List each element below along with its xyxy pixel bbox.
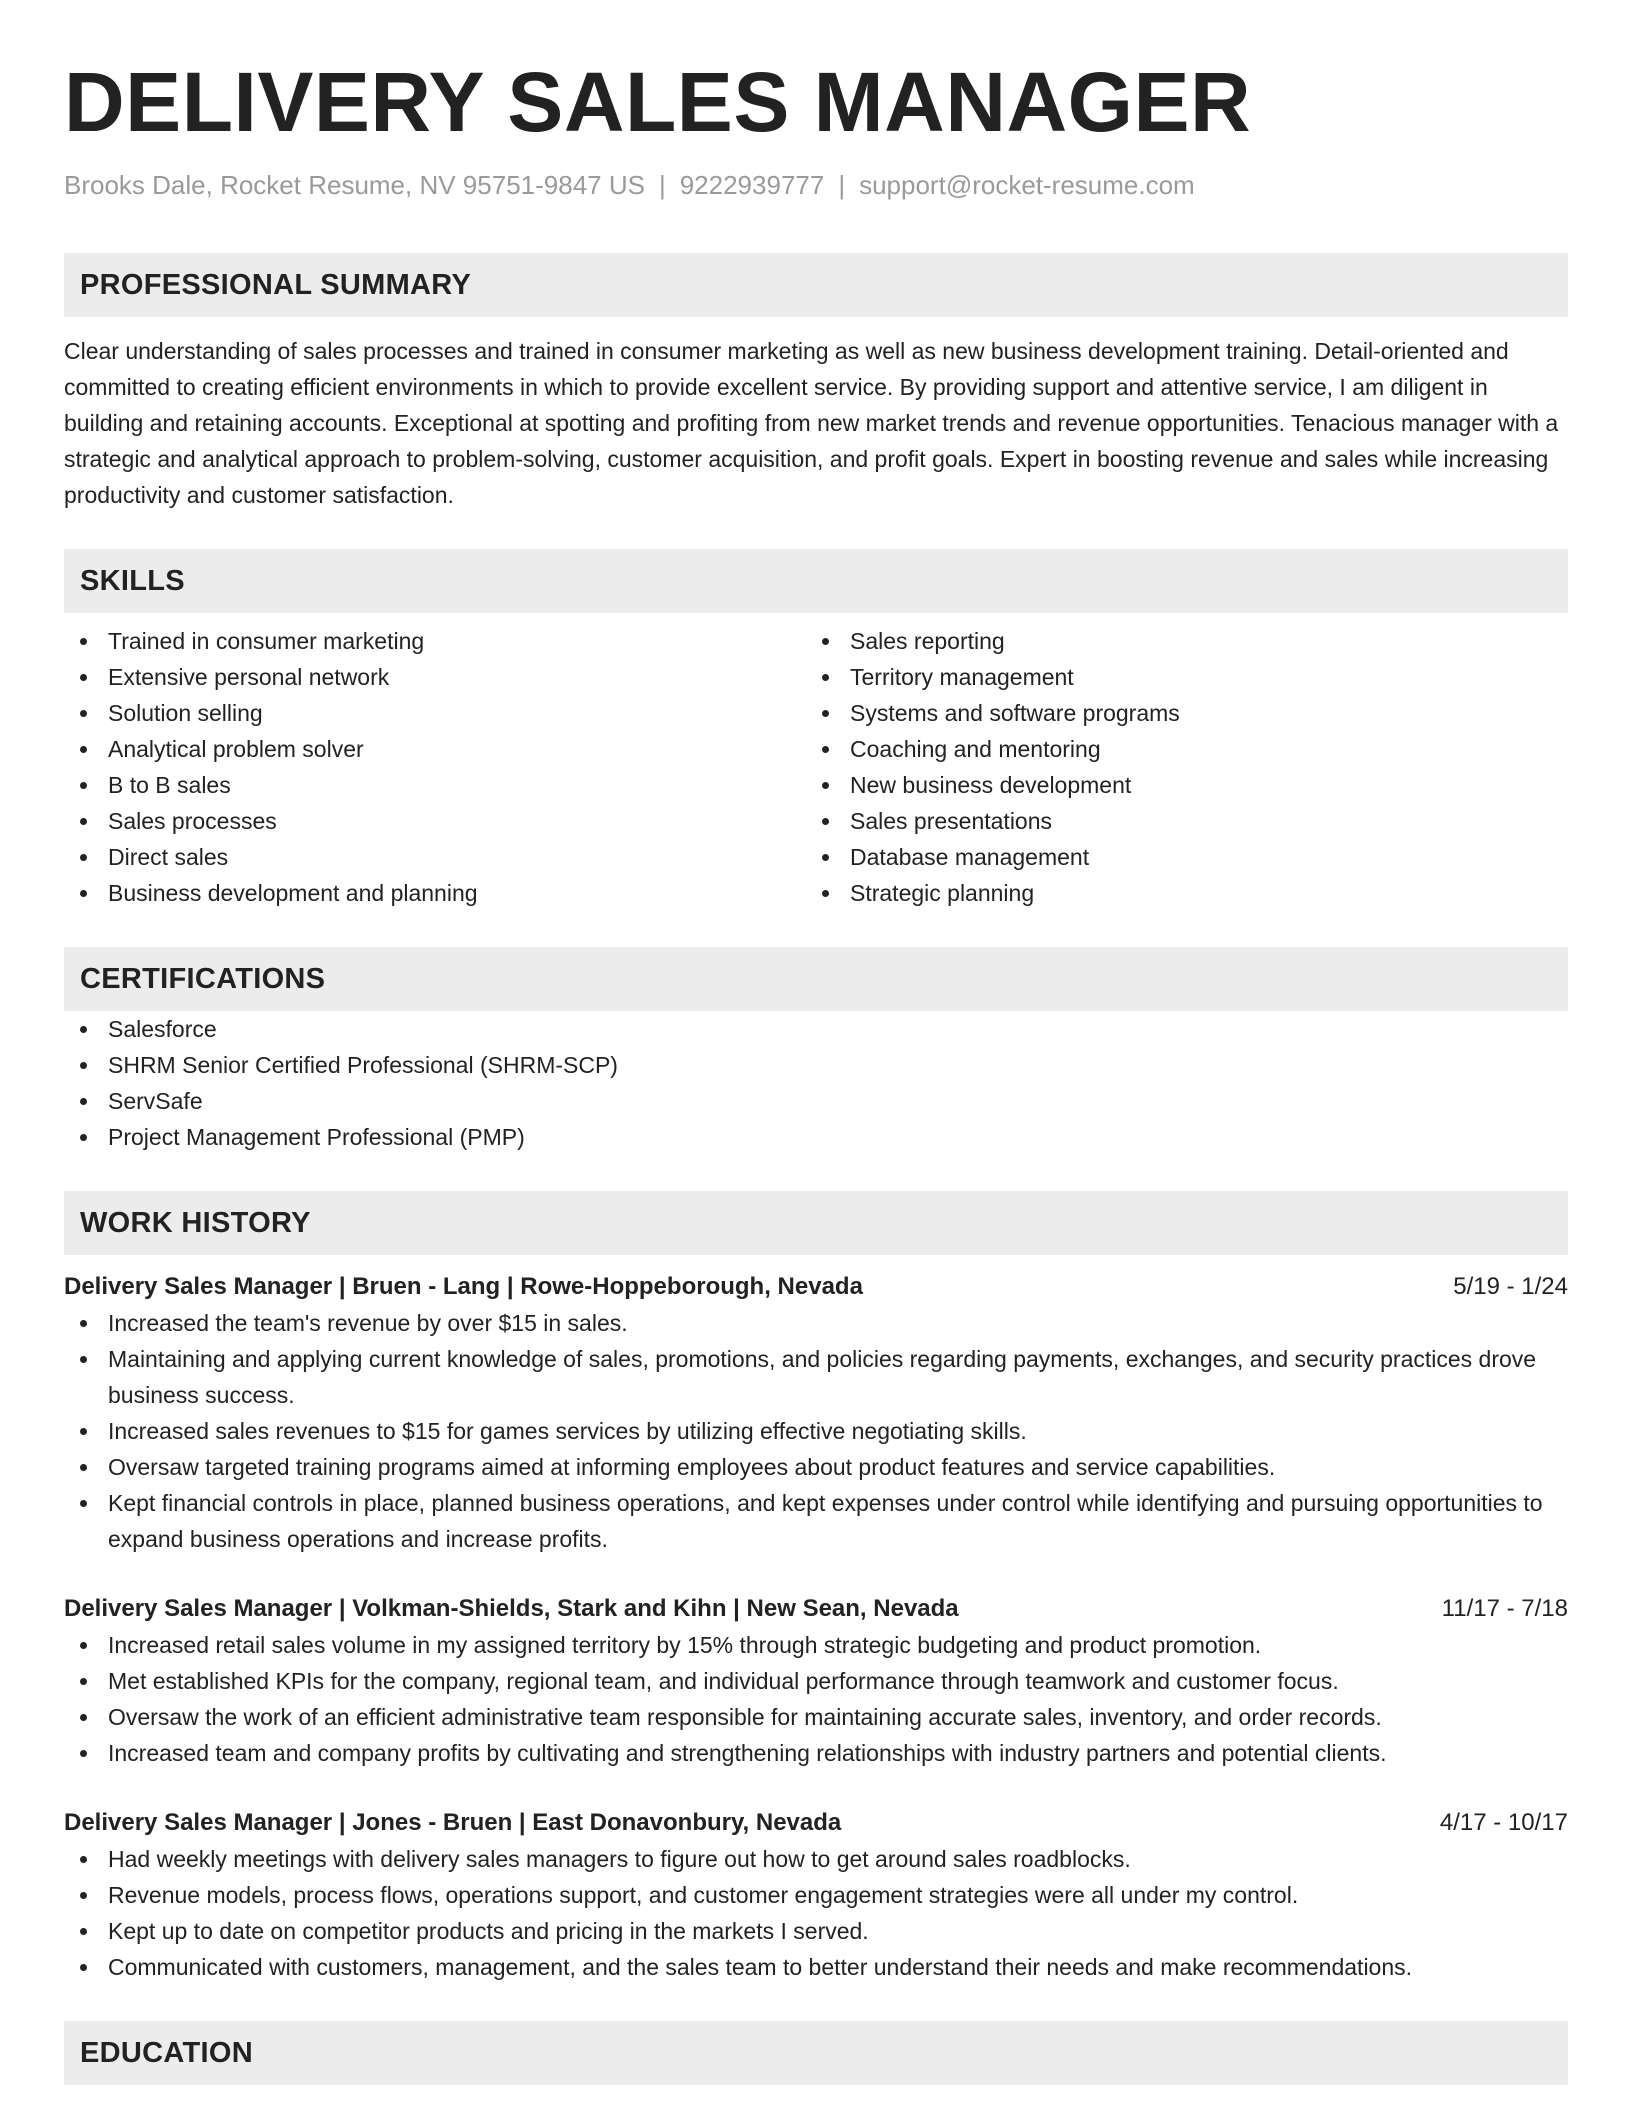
job-bullets (64, 1627, 1568, 1771)
contact-line (64, 168, 1568, 202)
job-bullet: Oversaw the work of an efficient administrative team responsible for maintaining accurate sales, inventory, and order records. (64, 1699, 1568, 1735)
section-header-skills: SKILLS (64, 549, 1568, 613)
contact-email: support@rocket-resume.com (859, 170, 1195, 200)
skill-item: Sales reporting (806, 623, 1548, 659)
job-header (64, 1269, 1568, 1305)
certification-item: Project Management Professional (PMP) (64, 1119, 1568, 1155)
job-bullet: Oversaw targeted training programs aimed at informing employees about product features and service capabilities. (64, 1449, 1568, 1485)
certification-item: Salesforce (64, 1011, 1568, 1047)
resume-page (64, 0, 1568, 2085)
certifications-list (64, 1011, 1568, 1155)
job-bullets (64, 1305, 1568, 1557)
skill-item: Trained in consumer marketing (64, 623, 806, 659)
skill-item: Sales presentations (806, 803, 1548, 839)
job-bullets (64, 1841, 1568, 1985)
certification-item: SHRM Senior Certified Professional (SHRM-SCP) (64, 1047, 1568, 1083)
job-bullet: Had weekly meetings with delivery sales managers to figure out how to get around sales roadblocks. (64, 1841, 1568, 1877)
job-bullet: Kept financial controls in place, planned business operations, and kept expenses under control while identifying and pursuing opportunities to expand business operations and increase profits. (64, 1485, 1568, 1557)
job-header (64, 1591, 1568, 1627)
skills-column-right (806, 623, 1548, 911)
skills-column-left (64, 623, 806, 911)
job-bullet: Increased retail sales volume in my assigned territory by 15% through strategic budgeting and product promotion. (64, 1627, 1568, 1663)
skill-item: Database management (806, 839, 1548, 875)
section-header-education: EDUCATION (64, 2021, 1568, 2085)
job-dates: 4/17 - 10/17 (1439, 1809, 1568, 1836)
job-title: Delivery Sales Manager | Volkman-Shields, Stark and Kihn | New Sean, Nevada (64, 1595, 959, 1622)
job-entry (64, 1269, 1568, 1557)
skill-item: Sales processes (64, 803, 806, 839)
skill-item: B to B sales (64, 767, 806, 803)
job-bullet: Communicated with customers, management, and the sales team to better understand their needs and make recommendations. (64, 1949, 1568, 1985)
job-title: Delivery Sales Manager | Bruen - Lang | Rowe-Hoppeborough, Nevada (64, 1273, 863, 1300)
job-bullet: Met established KPIs for the company, regional team, and individual performance through teamwork and customer focus. (64, 1663, 1568, 1699)
job-bullet: Maintaining and applying current knowledge of sales, promotions, and policies regarding payments, exchanges, and security practices drove business success. (64, 1341, 1568, 1413)
job-title: Delivery Sales Manager | Jones - Bruen | East Donavonbury, Nevada (64, 1809, 842, 1836)
job-dates: 11/17 - 7/18 (1441, 1595, 1568, 1622)
job-bullet: Increased the team's revenue by over $15 in sales. (64, 1305, 1568, 1341)
skills-list (64, 623, 1568, 911)
skill-item: Solution selling (64, 695, 806, 731)
skill-item: New business development (806, 767, 1548, 803)
summary-text: Clear understanding of sales processes and trained in consumer marketing as well as new business development training. Detail-oriented and committed to creating efficient environments in which to provide excellent service. By providing support and attentive service, I am diligent in building and retaining accounts. Exceptional at spotting and profiting from new market trends and revenue opportunities. Tenacious manager with a strategic and analytical approach to problem-solving, customer acquisition, and profit goals. Expert in boosting revenue and sales while increasing productivity and customer satisfaction. (64, 338, 1559, 508)
job-dates: 5/19 - 1/24 (1453, 1273, 1568, 1300)
skill-item: Coaching and mentoring (806, 731, 1548, 767)
contact-address: Brooks Dale, Rocket Resume, NV 95751-9847 US (64, 170, 645, 200)
skill-item: Strategic planning (806, 875, 1548, 911)
job-bullet: Kept up to date on competitor products and pricing in the markets I served. (64, 1913, 1568, 1949)
job-bullet: Increased sales revenues to $15 for games services by utilizing effective negotiating skills. (64, 1413, 1568, 1449)
section-header-summary: PROFESSIONAL SUMMARY (64, 253, 1568, 317)
contact-separator: | (838, 170, 846, 200)
job-header (64, 1805, 1568, 1841)
job-entry (64, 1591, 1568, 1771)
resume-name-title: DELIVERY SALES MANAGER (64, 55, 1252, 149)
job-bullet: Revenue models, process flows, operations support, and customer engagement strategies were all under my control. (64, 1877, 1568, 1913)
skill-item: Business development and planning (64, 875, 806, 911)
section-header-certifications: CERTIFICATIONS (64, 947, 1568, 1011)
skill-item: Analytical problem solver (64, 731, 806, 767)
skill-item: Extensive personal network (64, 659, 806, 695)
job-entry (64, 1805, 1568, 1985)
section-header-work-history: WORK HISTORY (64, 1191, 1568, 1255)
skill-item: Direct sales (64, 839, 806, 875)
skill-item: Systems and software programs (806, 695, 1548, 731)
skill-item: Territory management (806, 659, 1548, 695)
contact-phone: 9222939777 (679, 170, 825, 200)
certification-item: ServSafe (64, 1083, 1568, 1119)
contact-separator: | (658, 170, 666, 200)
job-bullet: Increased team and company profits by cultivating and strengthening relationships with industry partners and potential clients. (64, 1735, 1568, 1771)
